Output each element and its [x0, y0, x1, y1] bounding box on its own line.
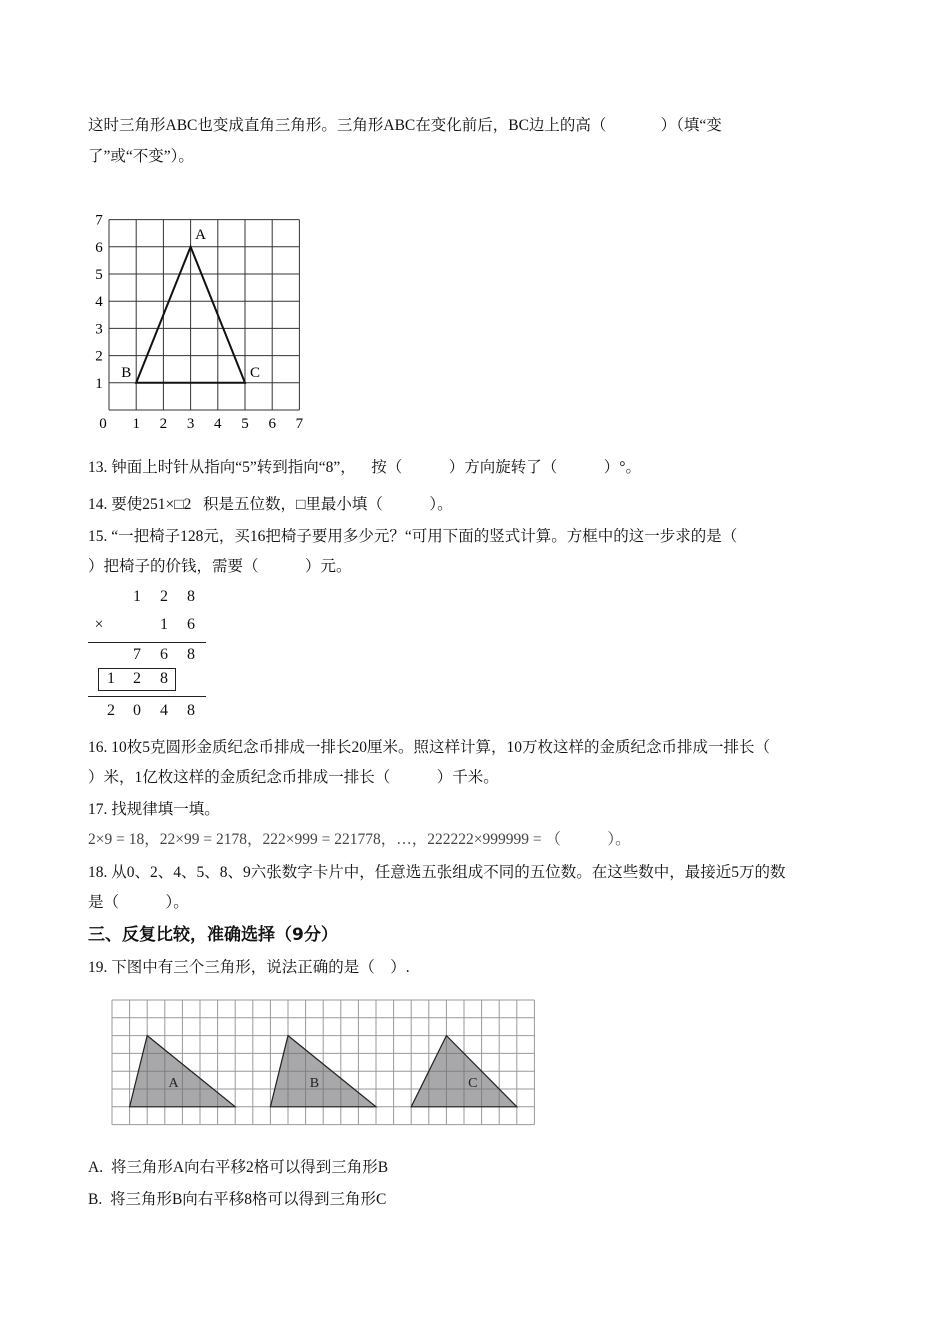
- y-tick-label: 3: [95, 321, 103, 338]
- q19-stem: 19. 下图中有三个三角形，说法正确的是（ ）.: [88, 959, 410, 976]
- coordinate-grid-figure: [80, 205, 320, 435]
- q12-text-line2: 了”或“不变”）。: [88, 148, 194, 165]
- x-tick-label: 6: [268, 416, 276, 432]
- q16-text-line2: ）米，1亿枚这样的金质纪念币排成一排长（ ）千米。: [88, 769, 499, 786]
- digit: 0: [133, 702, 141, 719]
- q18-text-line1: 18. 从0、2、4、5、8、9六张数字卡片中，任意选五张组成不同的五位数。在这些数中，最接近5万的数: [88, 864, 786, 881]
- triangle-label: A: [168, 1076, 179, 1092]
- q16-text-line1: 16. 10枚5克圆形金质纪念币排成一排长20厘米。照这样计算，10万枚这样的金质纪念币排成一排长（: [88, 739, 771, 756]
- x-tick-label: 3: [186, 416, 195, 432]
- x-tick-label: 1: [132, 416, 140, 432]
- digit: 8: [160, 670, 168, 687]
- x-tick-label: 2: [159, 416, 168, 432]
- q15-text-line1: 15. “一把椅子128元，买16把椅子要用多少元？“可用下面的竖式计算。方框中的这一步求的是（: [88, 528, 738, 545]
- vertex-label: C: [249, 364, 261, 381]
- q15-text-line2: ）把椅子的价钱，需要（ ）元。: [88, 558, 352, 575]
- q13-text: 13. 钟面上时针从指向“5”转到指向“8”， 按（ ）方向旋转了（ ）°。: [88, 459, 641, 476]
- y-tick-label: 2: [95, 348, 103, 365]
- digit: 8: [187, 588, 195, 605]
- q18-text-line2: 是（ ）。: [88, 894, 189, 911]
- digit: 1: [160, 616, 168, 633]
- vertex-label: B: [121, 364, 132, 381]
- y-tick-label: 1: [95, 375, 103, 392]
- triangles-grid-figure: [110, 998, 540, 1130]
- digit: 2: [107, 702, 115, 719]
- y-tick-label: 6: [95, 239, 103, 256]
- digit: 8: [187, 646, 195, 663]
- y-tick-label: 7: [95, 212, 103, 229]
- digit: 2: [133, 670, 141, 687]
- digit: 6: [187, 616, 195, 633]
- digit: 2: [160, 588, 168, 605]
- q14-text: 14. 要使251×□2 积是五位数，□里最小填（ ）。: [88, 496, 453, 513]
- multiply-sign: ×: [94, 616, 104, 633]
- y-tick-label: 4: [95, 294, 103, 311]
- digit: 6: [160, 646, 168, 663]
- section-heading: 三、反复比较，准确选择（9分）: [88, 925, 338, 945]
- vertex-label: A: [195, 226, 207, 243]
- q17-text-line2: 2×9 = 18，22×99 = 2178，222×999 = 221778，…，222222×999999 = （ ）。: [88, 831, 631, 848]
- q19-option-b[interactable]: B. 将三角形B向右平移8格可以得到三角形C: [88, 1191, 387, 1208]
- q17-text-line1: 17. 找规律填一填。: [88, 801, 220, 818]
- x-tick-label: 5: [241, 416, 249, 432]
- digit: 1: [133, 588, 141, 605]
- x-tick-label: 7: [295, 416, 304, 432]
- x-tick-label: 4: [214, 416, 222, 432]
- triangle-label: C: [468, 1076, 478, 1092]
- q19-option-a[interactable]: A. 将三角形A向右平移2格可以得到三角形B: [88, 1159, 389, 1176]
- triangle-label: B: [309, 1076, 320, 1092]
- q12-text-line1: 这时三角形ABC也变成直角三角形。三角形ABC在变化前后，BC边上的高（ ）（填“变: [88, 117, 722, 134]
- digit: 1: [107, 670, 115, 687]
- digit: 4: [160, 702, 168, 719]
- y-tick-label: 5: [95, 267, 103, 283]
- digit: 7: [133, 646, 141, 663]
- digit: 8: [187, 702, 195, 719]
- x-tick-label: 0: [99, 416, 107, 432]
